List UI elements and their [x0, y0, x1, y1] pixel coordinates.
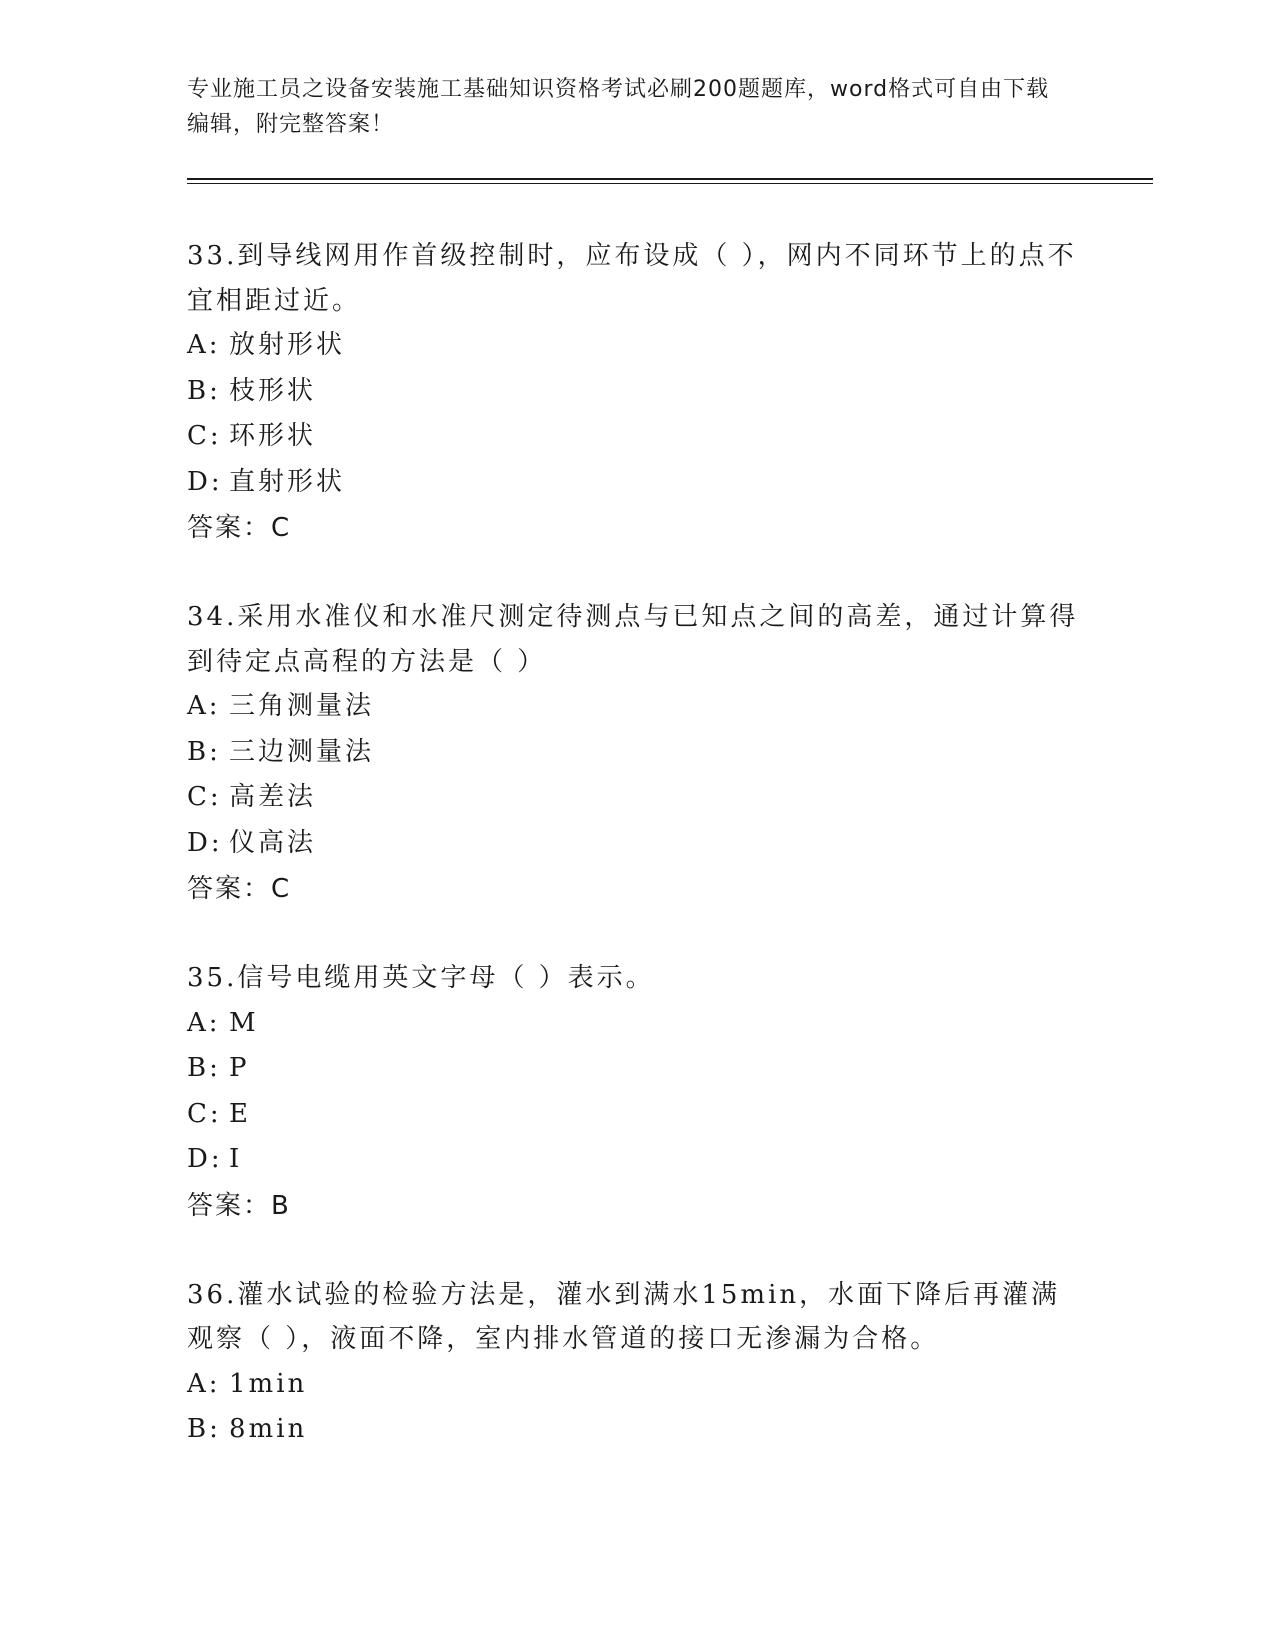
- option-letter: C:: [187, 782, 222, 812]
- option-text: M: [229, 1007, 259, 1038]
- option-letter: C:: [187, 421, 222, 451]
- option-a: [187, 1001, 1087, 1047]
- option-text: 8min: [229, 1414, 308, 1444]
- option-text: 仪高法: [229, 827, 317, 858]
- option-letter: A:: [187, 330, 221, 360]
- option-text: 高差法: [229, 782, 317, 812]
- question-item: [187, 956, 1087, 1229]
- question-stem: 35.信号电缆用英文字母（ ）表示。: [187, 963, 655, 993]
- option-text: 环形状: [229, 421, 317, 451]
- option-letter: B:: [187, 1414, 221, 1444]
- option-text: 三角测量法: [229, 691, 375, 721]
- option-text: 三边测量法: [229, 736, 375, 767]
- option-letter: D:: [187, 466, 223, 497]
- option-letter: D:: [187, 1144, 223, 1174]
- option-letter: A:: [187, 1007, 221, 1038]
- option-b: [187, 369, 1087, 415]
- option-a: [187, 323, 1087, 369]
- question-stem: 33.到导线网用作首级控制时，应布设成（ ），网内不同环节上的点不宜相距过近。: [187, 241, 1077, 316]
- option-text: P: [229, 1053, 250, 1083]
- option-text: 1min: [229, 1368, 308, 1399]
- question-stem: 34.采用水准仪和水准尺测定待测点与已知点之间的高差，通过计算得到待定点高程的方法是（ ）: [187, 602, 1079, 677]
- option-letter: D:: [187, 827, 223, 858]
- option-d: [187, 460, 1087, 506]
- option-c: [187, 775, 1087, 821]
- option-b: [187, 730, 1087, 776]
- option-text: 直射形状: [229, 466, 346, 497]
- document-intro: 专业施工员之设备安装施工基础知识资格考试必刷200题题库，word格式可自由下载编辑，附完整答案！: [187, 77, 1050, 137]
- option-text: 枝形状: [229, 375, 317, 406]
- question-stem: 36.灌水试验的检验方法是，灌水到满水15min，水面下降后再灌满观察（ ），液面不降，室内排水管道的接口无渗漏为合格。: [187, 1279, 1061, 1354]
- option-b: [187, 1046, 1087, 1092]
- question-item: [187, 595, 1087, 912]
- answer-line: 答案：C: [187, 513, 292, 543]
- question-item: [187, 234, 1087, 551]
- question-item: [187, 1273, 1087, 1453]
- option-d: [187, 1137, 1087, 1183]
- header-divider: [187, 178, 1153, 184]
- option-text: 放射形状: [229, 330, 346, 360]
- option-c: [187, 414, 1087, 460]
- question-list: [187, 234, 1087, 1497]
- option-letter: A:: [187, 1368, 221, 1399]
- option-b: [187, 1407, 1087, 1453]
- option-text: E: [229, 1098, 251, 1129]
- option-letter: C:: [187, 1098, 222, 1129]
- option-letter: B:: [187, 375, 221, 406]
- option-letter: B:: [187, 1053, 221, 1083]
- option-text: I: [229, 1144, 243, 1174]
- option-a: [187, 684, 1087, 730]
- option-d: [187, 821, 1087, 867]
- option-c: [187, 1092, 1087, 1138]
- answer-line: 答案：B: [187, 1190, 291, 1221]
- answer-line: 答案：C: [187, 874, 292, 904]
- option-letter: B:: [187, 736, 221, 767]
- option-a: [187, 1362, 1087, 1408]
- option-letter: A:: [187, 691, 221, 721]
